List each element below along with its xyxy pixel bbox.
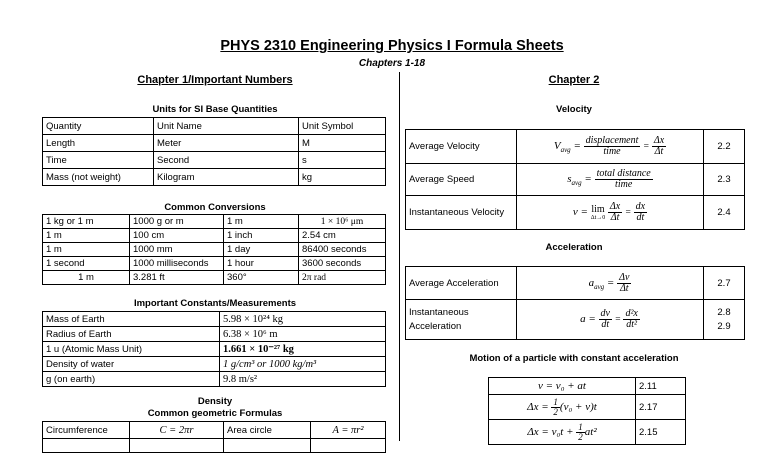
avg-accel-formula: $a_{avg}$ = $\frac{\Delta v}{\Delta t}$	[517, 267, 704, 300]
equation-number: 2.15	[636, 420, 686, 445]
constants-caption: Important Constants/Measurements	[133, 298, 297, 309]
motion-formula: Δx = $\frac{1}{2}$ (v₀ + v)t	[489, 395, 636, 420]
density-caption: Density	[197, 396, 233, 407]
equation-number: 2.11	[636, 378, 686, 395]
equation-number: 2.7	[704, 267, 745, 300]
inst-velocity-formula: v = lim Δt→0 $\frac{\Delta x}{\Delta t}$ = $\frac{dx}{dt}$	[517, 196, 704, 230]
equation-number: 2.2	[704, 130, 745, 164]
avg-accel-label: Average Acceleration	[406, 267, 517, 300]
page-subtitle: Chapters 1-18	[358, 58, 426, 69]
table-cell: 1 day	[224, 243, 299, 257]
table-cell: C = 2πr	[130, 422, 224, 439]
velocity-caption: Velocity	[556, 104, 592, 115]
inst-velocity-label: Instantaneous Velocity	[406, 196, 517, 230]
equation-number: 2.4	[704, 196, 745, 230]
table-cell: Density of water	[43, 357, 220, 372]
table-cell: kg	[299, 169, 386, 186]
table-cell: Meter	[154, 135, 299, 152]
table-cell: 2.54 cm	[299, 229, 386, 243]
speed-label: Average Speed	[406, 164, 517, 196]
table-cell: Radius of Earth	[43, 327, 220, 342]
acceleration-caption: Acceleration	[545, 242, 603, 253]
table-cell: 1 × 10⁶ μm	[299, 215, 386, 229]
table-cell: Circumference	[43, 422, 130, 439]
table-cell: 1 second	[43, 257, 130, 271]
speed-formula: $s_{avg}$ = $\frac{\text{total distance}}{\text{time}}$	[517, 164, 704, 196]
table-cell: Mass of Earth	[43, 312, 220, 327]
velocity-label: Average Velocity	[406, 130, 517, 164]
table-cell: 1 kg or 1 m	[43, 215, 130, 229]
table-cell: 100 cm	[130, 229, 224, 243]
table-cell: 3.281 ft	[130, 271, 224, 285]
conversions-caption: Common Conversions	[164, 202, 266, 213]
constants-table	[42, 311, 386, 387]
table-cell: 1 m	[43, 229, 130, 243]
table-cell: 3600 seconds	[299, 257, 386, 271]
motion-formula: Δx = v₀t + $\frac{1}{2}$ at²	[489, 420, 636, 445]
table-cell: 6.38 × 10⁶ m	[220, 327, 386, 342]
table-cell: 1000 milliseconds	[130, 257, 224, 271]
table-cell: Area circle	[224, 422, 311, 439]
geometry-table	[42, 421, 386, 453]
velocity-table	[405, 129, 745, 230]
units-table	[42, 117, 386, 186]
table-cell: A = πr²	[311, 422, 386, 439]
table-cell: 5.98 × 10²⁴ kg	[220, 312, 386, 327]
units-header-symbol: Unit Symbol	[299, 118, 386, 135]
units-caption: Units for SI Base Quantities	[152, 104, 278, 115]
table-cell: Second	[154, 152, 299, 169]
chapter-2-heading: Chapter 2	[548, 74, 600, 86]
table-cell: 86400 seconds	[299, 243, 386, 257]
table-cell: 1 m	[43, 271, 130, 285]
table-cell: Kilogram	[154, 169, 299, 186]
chapter-1-heading: Chapter 1/Important Numbers	[137, 74, 293, 86]
table-cell: 1 u (Atomic Mass Unit)	[43, 342, 220, 357]
equation-number: 2.3	[704, 164, 745, 196]
table-cell: 1.661 × 10⁻²⁷ kg	[220, 342, 386, 357]
table-cell: 1 g/cm³ or 1000 kg/m³	[220, 357, 386, 372]
table-cell: M	[299, 135, 386, 152]
table-cell: 2π rad	[299, 271, 386, 285]
page-title: PHYS 2310 Engineering Physics I Formula Sheets	[220, 38, 564, 54]
table-cell: s	[299, 152, 386, 169]
table-cell: 1000 g or m	[130, 215, 224, 229]
table-cell: 1 m	[43, 243, 130, 257]
motion-table	[488, 377, 686, 445]
table-cell: 1 hour	[224, 257, 299, 271]
geometry-caption: Common geometric Formulas	[147, 408, 283, 419]
table-cell: 9.8 m/s²	[220, 372, 386, 387]
acceleration-table	[405, 266, 745, 340]
units-header-name: Unit Name	[154, 118, 299, 135]
conversions-table	[42, 214, 386, 285]
table-cell: 360°	[224, 271, 299, 285]
units-header-quantity: Quantity	[43, 118, 154, 135]
motion-caption: Motion of a particle with constant acceleration	[469, 353, 679, 364]
inst-accel-label: Instantaneous Acceleration	[406, 300, 517, 340]
table-cell: 1 m	[224, 215, 299, 229]
equation-number: 2.17	[636, 395, 686, 420]
motion-formula: v = v₀ + at	[489, 378, 636, 395]
table-cell: 1000 mm	[130, 243, 224, 257]
column-divider	[399, 72, 400, 441]
table-cell: Length	[43, 135, 154, 152]
equation-number: 2.8 2.9	[704, 300, 745, 340]
table-cell: g (on earth)	[43, 372, 220, 387]
table-cell: Mass (not weight)	[43, 169, 154, 186]
velocity-formula: $V_{avg}$ = $\frac{\text{displacement}}{\text{time}}$ = $\frac{\Delta x}{\Delta t}$	[517, 130, 704, 164]
inst-accel-formula: a = $\frac{dv}{dt}$ = $\frac{\text{d²x}}{\text{dt²}}$	[517, 300, 704, 340]
table-cell: Time	[43, 152, 154, 169]
table-cell: 1 inch	[224, 229, 299, 243]
